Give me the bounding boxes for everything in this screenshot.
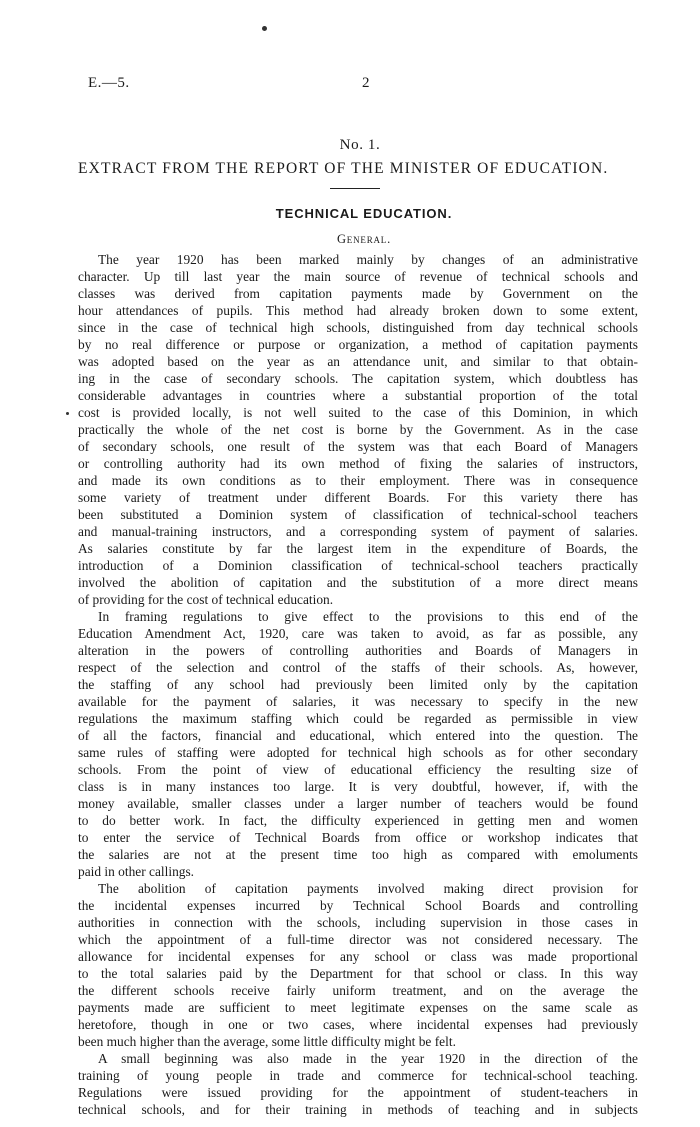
text-line: considerable advantages in countries where a substantial proportion of the total xyxy=(78,388,638,403)
title-divider xyxy=(330,188,380,189)
text-line: ing in the case of secondary schools. The capitation system, which doubtless has xyxy=(78,371,638,386)
document-reference: E.—5. xyxy=(88,75,130,91)
text-line: available for the payment of salaries, it was necessary to specify in the new xyxy=(78,694,638,709)
text-line: heretofore, though in one or two cases, where incidental expenses had previously xyxy=(78,1017,638,1032)
text-line: which the appointment of a full-time director was not considered necessary. The xyxy=(78,932,638,947)
text-line: or controlling authority had its own method of fixing the salaries of instructors, xyxy=(78,456,638,471)
section-heading: TECHNICAL EDUCATION. xyxy=(275,206,453,221)
text-line: the different schools receive fairly uniform treatment, and on the average the xyxy=(78,983,638,998)
text-line: Regulations were issued providing for the appointment of student-teachers in xyxy=(78,1085,638,1100)
section-subheading: General. xyxy=(336,232,392,246)
text-line: character. Up till last year the main source of revenue of technical schools and xyxy=(78,269,638,284)
text-line: training of young people in trade and commerce for technical-school teaching. xyxy=(78,1068,638,1083)
text-line: of providing for the cost of technical education. xyxy=(78,592,334,607)
text-line: hour attendances of pupils. This method had already broken down to some extent, xyxy=(78,303,638,318)
text-line: to enter the service of Technical Boards from office or workshop indicates that xyxy=(78,830,638,845)
text-line: technical schools, and for their training in methods of teaching and in subjects xyxy=(78,1102,638,1117)
text-line: been much higher than the average, some little difficulty might be felt. xyxy=(78,1034,456,1049)
text-line: regulations the maximum staffing which could be regarded as permissible in view xyxy=(78,711,638,726)
text-line: practically the whole of the net cost is borne by the Government. As in the case xyxy=(78,422,638,437)
text-line: allowance for incidental expenses for any school or class was made proportional xyxy=(78,949,638,964)
text-line: the incidental expenses incurred by Technical School Boards and controlling xyxy=(78,898,638,913)
text-line: The abolition of capitation payments involved making direct provision for xyxy=(98,881,638,896)
text-line: of secondary schools, one result of the system was that each Board of Managers xyxy=(78,439,638,454)
text-line: to the total salaries paid by the Department for that school or class. In this way xyxy=(78,966,638,981)
text-line: The year 1920 has been marked mainly by changes of an administrative xyxy=(98,252,638,267)
text-line: Education Amendment Act, 1920, care was taken to avoid, as far as possible, any xyxy=(78,626,638,641)
text-line: class is in many instances too large. It is very doubtful, however, if, with the xyxy=(78,779,638,794)
body-text xyxy=(78,251,638,1118)
text-line: of all the factors, financial and educational, which entered into the question. The xyxy=(78,728,638,743)
document-number: No. 1. xyxy=(339,137,381,153)
text-line: money available, smaller classes under a larger number of teachers would be found xyxy=(78,796,638,811)
text-line: A small beginning was also made in the year 1920 in the direction of the xyxy=(98,1051,638,1066)
text-line: paid in other callings. xyxy=(78,864,195,879)
text-line: cost is provided locally, is not well suited to the case of this Dominion, in which xyxy=(78,405,638,420)
document-title: EXTRACT FROM THE REPORT OF THE MINISTER OF EDUCATION. xyxy=(78,160,609,177)
text-line: been substituted a Dominion system of classification of technical-school teachers xyxy=(78,507,638,522)
text-line: the salaries are not at the present time too high as compared with emoluments xyxy=(78,847,638,862)
text-line: As salaries constitute by far the largest item in the expenditure of Boards, the xyxy=(78,541,638,556)
text-line: payments made are sufficient to meet legitimate expenses on the same scale as xyxy=(78,1000,638,1015)
text-line: to do better work. In fact, the difficulty experienced in getting men and women xyxy=(78,813,638,828)
text-line: schools. From the point of view of educational efficiency the resulting size of xyxy=(78,762,638,777)
text-line: since in the case of technical high schools, distinguished from day technical schools xyxy=(78,320,638,335)
text-line: respect of the selection and control of the staffs of their schools. As, however, xyxy=(78,660,638,675)
text-line: and made its own conditions as to their employment. There was in consequence xyxy=(78,473,638,488)
page-number: 2 xyxy=(362,75,370,91)
text-line: was adopted based on the year as an attendance unit, and similar to that obtain- xyxy=(78,354,638,369)
text-line: involved the abolition of capitation and the substitution of a more direct means xyxy=(78,575,638,590)
text-line: introduction of a Dominion classification of technical-school teachers practically xyxy=(78,558,638,573)
text-line: some variety of treatment under different Boards. For this variety there has xyxy=(78,490,638,505)
text-line: the staffing of any school had previously been limited only by the capitation xyxy=(78,677,638,692)
text-line: alteration in the powers of controlling authorities and Boards of Managers in xyxy=(78,643,638,658)
text-line: authorities in connection with the schools, including supervision in those cases in xyxy=(78,915,638,930)
text-line: by no real difference or purpose or organization, a method of capitation payments xyxy=(78,337,638,352)
text-line: In framing regulations to give effect to the provisions to this end of the xyxy=(98,609,638,624)
ink-speck xyxy=(262,26,267,31)
ink-speck xyxy=(66,412,69,415)
text-line: classes was derived from capitation payments made by Government on the xyxy=(78,286,638,301)
text-line: same rules of staffing were adopted for technical high schools as for other secondary xyxy=(78,745,638,760)
text-line: and manual-training instructors, and a corresponding system of payment of salaries. xyxy=(78,524,638,539)
